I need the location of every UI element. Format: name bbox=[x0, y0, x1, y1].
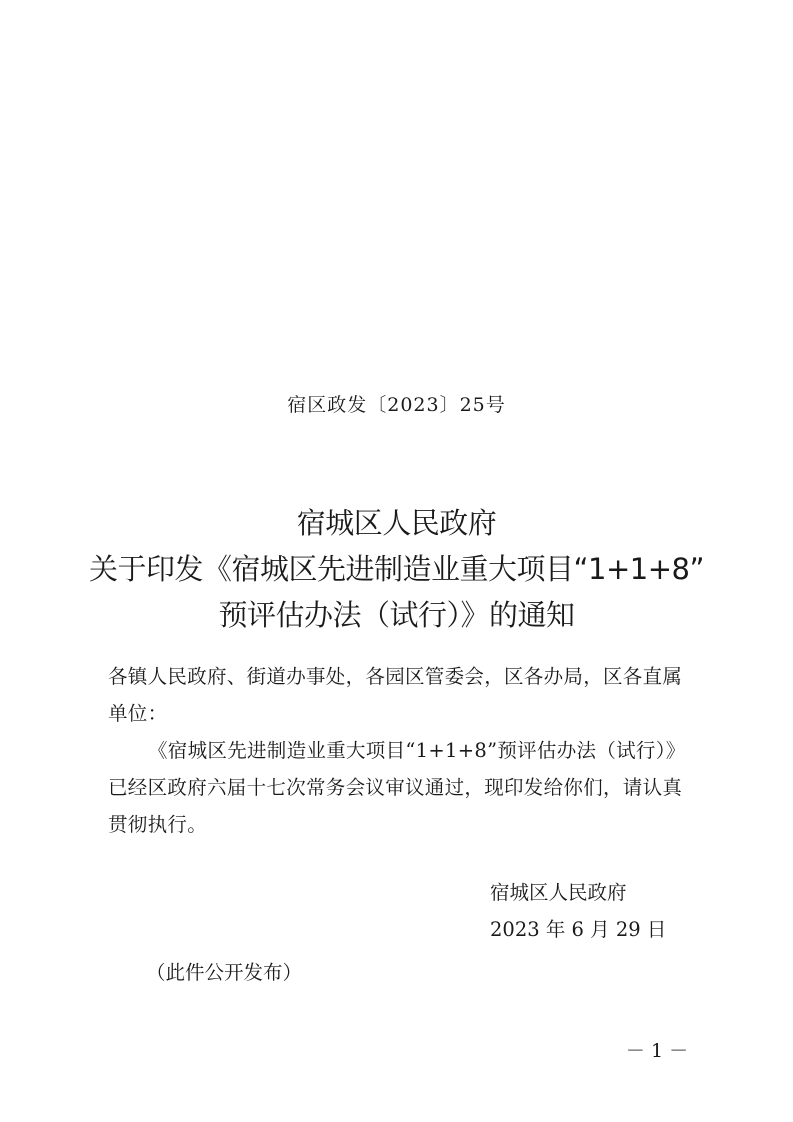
page-number: － 1 － bbox=[625, 1040, 689, 1062]
document-number: 宿区政发〔2023〕25号 bbox=[287, 394, 506, 416]
title-line-issuer: 宿城区人民政府 bbox=[296, 506, 497, 540]
addressee: 各镇人民政府、街道办事处，各园区管委会，区各办局，区各直属单位： bbox=[108, 665, 683, 725]
publish-note: （此件公开发布） bbox=[146, 961, 303, 984]
signer: 宿城区人民政府 bbox=[490, 881, 627, 904]
document-title bbox=[0, 500, 793, 638]
body-paragraph: 《宿城区先进制造业重大项目“1+1+8”预评估办法（试行）》已经区政府六届十七次常务会议审议通过，现印发给你们，请认真贯彻执行。 bbox=[108, 739, 686, 836]
sign-date: 2023 年 6 月 29 日 bbox=[490, 918, 667, 941]
title-line-subject: 关于印发《宿城区先进制造业重大项目“1+1+8” bbox=[89, 552, 704, 586]
title-line-subject-cont: 预评估办法（试行）》的通知 bbox=[218, 598, 575, 632]
